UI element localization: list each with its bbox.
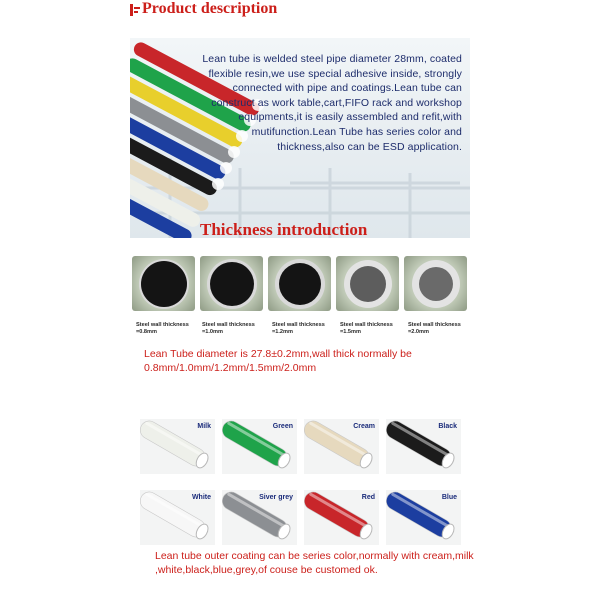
color-swatch: [304, 419, 379, 474]
color-name: Black: [438, 423, 457, 430]
diameter-note: Lean Tube diameter is 27.8±0.2mm,wall thick normally be 0.8mm/1.0mm/1.2mm/1.5mm/2.0mm: [144, 348, 412, 374]
thickness-label: Steel wall thickness =1.2mm: [272, 322, 325, 335]
thickness-label: Steel wall thickness =0.8mm: [136, 322, 189, 335]
page-header: [130, 0, 570, 22]
color-name: Red: [361, 494, 375, 501]
header-icon: [130, 4, 140, 16]
thickness-label: Steel wall thickness =1.0mm: [202, 322, 255, 335]
color-swatch: [304, 490, 379, 545]
color-name: Siver grey: [259, 494, 293, 501]
thickness-strip: [130, 250, 470, 345]
tube-cross-section: [200, 256, 263, 311]
tube-cross-section: [404, 256, 467, 311]
color-name: Cream: [353, 423, 375, 430]
color-swatch: [386, 419, 461, 474]
color-grid: [130, 405, 470, 545]
tube-cross-section: [132, 256, 195, 311]
thickness-label: Steel wall thickness =2.0mm: [408, 322, 461, 335]
coating-note: Lean tube outer coating can be series color,normally with cream,milk ,white,black,blue,grey,of couse be customed ok.: [155, 550, 474, 576]
color-name: White: [191, 494, 211, 501]
thickness-label: Steel wall thickness =1.5mm: [340, 322, 393, 335]
product-description: Lean tube is welded steel pipe diameter 28mm, coated flexible resin,we use special adhesive inside, strongly connected with pipe and coatings.Lean tube can construct as work table,cart,FIFO rack and workshop equipments,it is easily assembled and refit,with mutifunction.Lean Tube has series color and thickness,also can be ESD application.: [202, 53, 462, 153]
color-swatch: [222, 490, 297, 545]
color-swatch: [222, 419, 297, 474]
color-swatch: [140, 490, 215, 545]
color-name: Green: [272, 423, 293, 430]
color-name: Blue: [441, 494, 457, 501]
tube-cross-section: [268, 256, 331, 311]
thickness-title: Thickness introduction: [200, 220, 368, 239]
color-name: Milk: [197, 423, 211, 430]
color-swatch: [140, 419, 215, 474]
page-title: Product description: [142, 0, 278, 17]
hero-image: [130, 38, 470, 238]
tube-cross-section: [336, 256, 399, 311]
color-swatch: [386, 490, 461, 545]
